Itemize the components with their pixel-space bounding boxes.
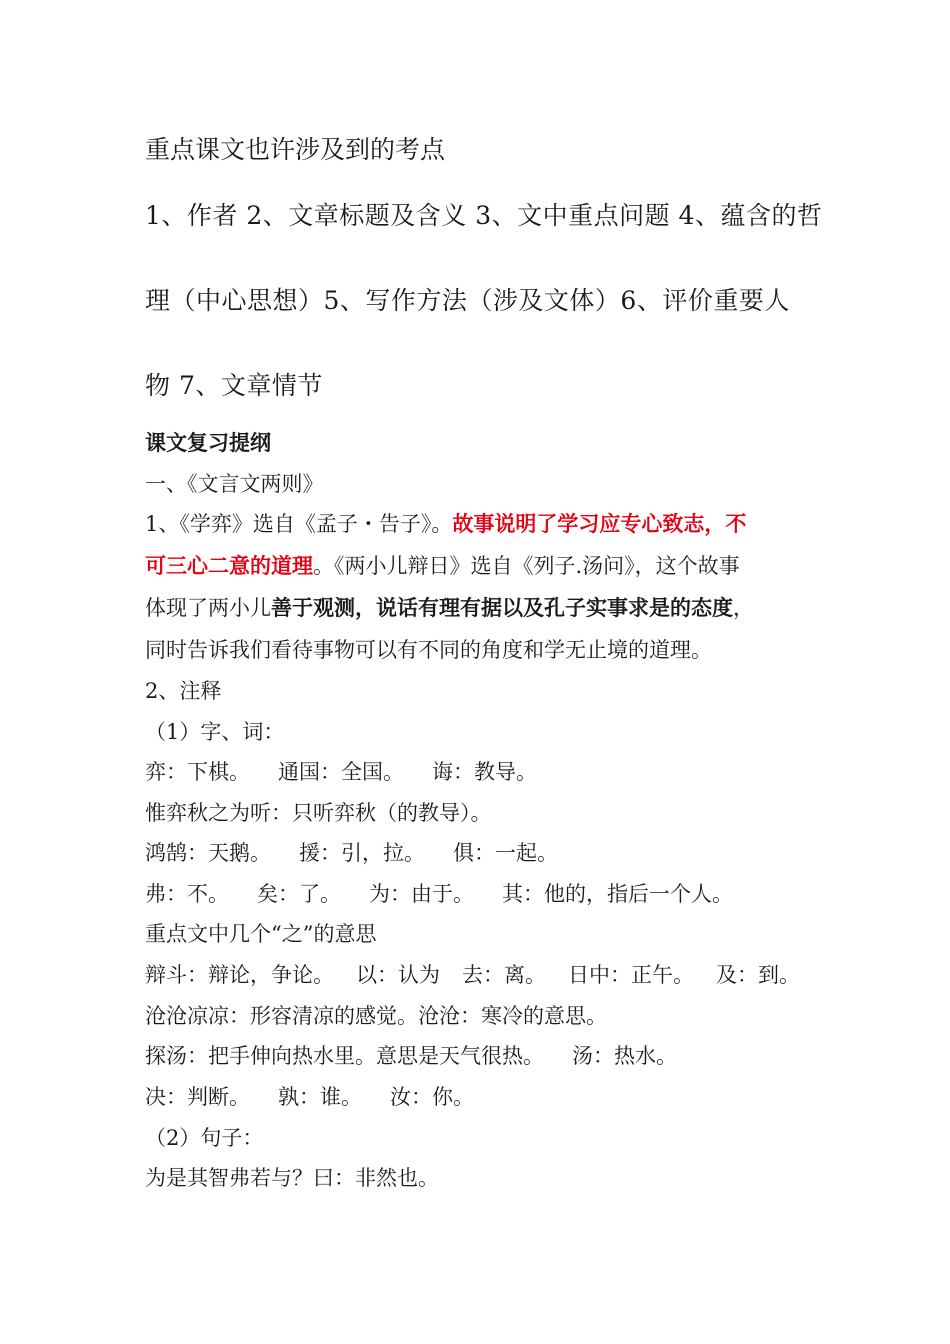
key-points-line-3: 物 7、文章情节 (145, 371, 323, 400)
word-item: 以：认为 (356, 963, 440, 987)
words-row-8 (145, 1042, 677, 1070)
para-1-bold-f: 善于观测，说话有理有据以及孔子实事求是的态度 (271, 595, 733, 620)
key-points-line-2: 理（中心思想）5、写作方法（涉及文体）6、评价重要人 (145, 286, 790, 315)
sentences-title: （2）句子： (145, 1126, 264, 1150)
section-1-title: 一、《文言文两则》 (145, 472, 324, 496)
key-points-heading: 重点课文也许涉及到的考点 (145, 135, 446, 164)
word-item: 诲：教导。 (432, 760, 537, 784)
words-row-7: 沧沧凉凉：形容清凉的感觉。沧沧：寒冷的意思。 (145, 1004, 607, 1028)
para-1-line-1 (145, 510, 746, 538)
para-1-text-g: ， (733, 596, 754, 620)
word-item: 探汤：把手伸向热水里。意思是天气很热。 (145, 1044, 544, 1068)
word-item: 俱：一起。 (453, 841, 558, 865)
word-item: 辩斗：辩论，争论。 (145, 963, 334, 987)
sentence-1: 为是其智弗若与？曰：非然也。 (145, 1166, 439, 1190)
word-item: 弗：不。 (145, 882, 229, 906)
words-row-3 (145, 839, 558, 867)
para-1-line-4: 同时告诉我们看待事物可以有不同的角度和学无止境的道理。 (145, 638, 712, 662)
word-item: 通国：全国。 (278, 760, 404, 784)
word-item: 及：到。 (716, 963, 800, 987)
outline-title: 课文复习提纲 (145, 430, 271, 455)
words-row-2: 惟弈秋之为听：只听弈秋（的教导）。 (145, 801, 492, 825)
para-1-text-d: 。《两小儿辩日》选自《列子.汤问》，这个故事 (313, 554, 740, 578)
word-item: 去：离。 (462, 963, 546, 987)
word-item: 为：由于。 (369, 882, 474, 906)
word-item: 鸿鹄：天鹅。 (145, 841, 271, 865)
word-item: 援：引，拉。 (299, 841, 425, 865)
notes-title: 2、注释 (145, 679, 222, 703)
word-item: 汝：你。 (390, 1085, 474, 1109)
para-1-line-2 (145, 552, 740, 580)
key-points-line-1: 1、作者 2、文章标题及含义 3、文中重点问题 4、蕴含的哲 (145, 201, 823, 230)
word-item: 其：他的，指后一个人。 (502, 882, 733, 906)
words-row-4 (145, 880, 733, 908)
words-row-1 (145, 758, 537, 786)
word-item: 汤：热水。 (572, 1044, 677, 1068)
words-row-9 (145, 1083, 474, 1111)
para-1-text-e: 体现了两小儿 (145, 596, 271, 620)
word-item: 日中：正午。 (568, 963, 694, 987)
words-row-5: 重点文中几个“之”的意思 (145, 922, 377, 946)
words-row-6 (145, 961, 800, 989)
words-title: （1）字、词： (145, 720, 285, 744)
word-item: 弈：下棋。 (145, 760, 250, 784)
word-item: 决：判断。 (145, 1085, 250, 1109)
para-1-red-a: 故事说明了学习应专心致志，不 (452, 511, 747, 536)
word-item: 矣：了。 (257, 882, 341, 906)
word-item: 孰：谁。 (278, 1085, 362, 1109)
para-1-line-3 (145, 594, 754, 622)
para-1-red-b: 可三心二意的道理 (145, 553, 313, 578)
para-1-text-a: 1、《学弈》选自《孟子・告子》。 (145, 512, 453, 536)
